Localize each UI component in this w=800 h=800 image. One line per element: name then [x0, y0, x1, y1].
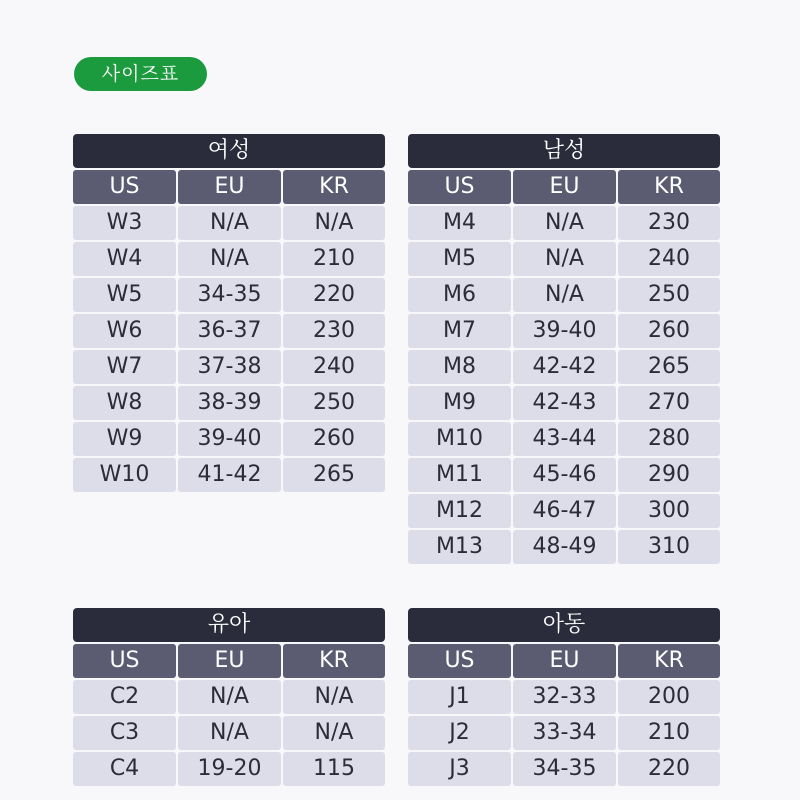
table-cell: N/A [513, 242, 616, 276]
column-header: EU [178, 644, 281, 678]
table-row [408, 494, 720, 528]
table-row [408, 680, 720, 714]
table-cell: 290 [618, 458, 720, 492]
table-cell: 36-37 [178, 314, 281, 348]
table-row [408, 314, 720, 348]
column-header: KR [618, 644, 720, 678]
table-row [408, 278, 720, 312]
header-row [408, 644, 720, 678]
table-cell: 250 [283, 386, 385, 420]
column-header: US [408, 170, 511, 204]
table-cell: M4 [408, 206, 511, 240]
table-cell: M8 [408, 350, 511, 384]
table-cell: W10 [73, 458, 176, 492]
size-table-toddler [73, 608, 385, 788]
table-cell: M9 [408, 386, 511, 420]
table-title: 남성 [408, 134, 720, 168]
table-cell: 43-44 [513, 422, 616, 456]
table-cell: W9 [73, 422, 176, 456]
column-header: KR [283, 644, 385, 678]
table-cell: N/A [178, 716, 281, 750]
table-title: 아동 [408, 608, 720, 642]
table-row [73, 242, 385, 276]
table-cell: 38-39 [178, 386, 281, 420]
table-row [73, 716, 385, 750]
size-table-women [73, 134, 385, 494]
table-cell: 280 [618, 422, 720, 456]
table-cell: 39-40 [513, 314, 616, 348]
table-cell: W5 [73, 278, 176, 312]
column-header: EU [513, 170, 616, 204]
table-cell: W8 [73, 386, 176, 420]
table-cell: J1 [408, 680, 511, 714]
table-cell: 37-38 [178, 350, 281, 384]
table-cell: 34-35 [513, 752, 616, 786]
table-cell: W3 [73, 206, 176, 240]
table-cell: 310 [618, 530, 720, 564]
table-cell: 220 [283, 278, 385, 312]
table-cell: M11 [408, 458, 511, 492]
table-cell: M5 [408, 242, 511, 276]
table-row [408, 458, 720, 492]
table-row [73, 386, 385, 420]
table-cell: 260 [618, 314, 720, 348]
table-cell: 46-47 [513, 494, 616, 528]
table-cell: 200 [618, 680, 720, 714]
header-row [73, 170, 385, 204]
table-cell: W7 [73, 350, 176, 384]
table-cell: N/A [283, 680, 385, 714]
table-cell: J2 [408, 716, 511, 750]
table-cell: 115 [283, 752, 385, 786]
column-header: US [408, 644, 511, 678]
table-cell: C4 [73, 752, 176, 786]
table-row [73, 206, 385, 240]
table-cell: M6 [408, 278, 511, 312]
table-row [408, 350, 720, 384]
table-cell: 39-40 [178, 422, 281, 456]
table-cell: M7 [408, 314, 511, 348]
table-cell: 210 [618, 716, 720, 750]
table-cell: 270 [618, 386, 720, 420]
table-cell: 240 [618, 242, 720, 276]
table-cell: M10 [408, 422, 511, 456]
table-title: 여성 [73, 134, 385, 168]
column-header: US [73, 644, 176, 678]
table-cell: 34-35 [178, 278, 281, 312]
table-cell: 41-42 [178, 458, 281, 492]
table-row [73, 680, 385, 714]
table-cell: 33-34 [513, 716, 616, 750]
table-row [408, 716, 720, 750]
table-row [73, 350, 385, 384]
table-cell: N/A [283, 716, 385, 750]
header-row [73, 644, 385, 678]
column-header: US [73, 170, 176, 204]
table-row [73, 278, 385, 312]
table-row [408, 206, 720, 240]
table-row [73, 422, 385, 456]
table-cell: 300 [618, 494, 720, 528]
table-cell: 42-43 [513, 386, 616, 420]
table-row [408, 242, 720, 276]
table-cell: W6 [73, 314, 176, 348]
header-row [408, 170, 720, 204]
table-cell: 19-20 [178, 752, 281, 786]
table-cell: 45-46 [513, 458, 616, 492]
table-cell: N/A [178, 242, 281, 276]
table-cell: N/A [178, 206, 281, 240]
column-header: KR [283, 170, 385, 204]
table-row [73, 314, 385, 348]
size-table-kids [408, 608, 720, 788]
table-cell: N/A [513, 206, 616, 240]
size-chart-badge: 사이즈표 [74, 57, 207, 91]
table-row [73, 752, 385, 786]
column-header: KR [618, 170, 720, 204]
table-cell: C3 [73, 716, 176, 750]
table-row [408, 386, 720, 420]
table-cell: 260 [283, 422, 385, 456]
table-cell: 48-49 [513, 530, 616, 564]
table-cell: 210 [283, 242, 385, 276]
table-cell: 42-42 [513, 350, 616, 384]
table-row [408, 422, 720, 456]
table-title: 유아 [73, 608, 385, 642]
size-table-men [408, 134, 720, 566]
table-cell: 265 [283, 458, 385, 492]
table-cell: W4 [73, 242, 176, 276]
table-row [73, 458, 385, 492]
column-header: EU [513, 644, 616, 678]
table-cell: N/A [513, 278, 616, 312]
table-cell: 32-33 [513, 680, 616, 714]
table-row [408, 530, 720, 564]
table-row [408, 752, 720, 786]
table-cell: 220 [618, 752, 720, 786]
table-cell: 240 [283, 350, 385, 384]
table-cell: 230 [618, 206, 720, 240]
column-header: EU [178, 170, 281, 204]
table-cell: N/A [178, 680, 281, 714]
table-cell: 250 [618, 278, 720, 312]
table-cell: N/A [283, 206, 385, 240]
table-cell: J3 [408, 752, 511, 786]
table-cell: 230 [283, 314, 385, 348]
table-cell: C2 [73, 680, 176, 714]
table-cell: M13 [408, 530, 511, 564]
table-cell: M12 [408, 494, 511, 528]
table-cell: 265 [618, 350, 720, 384]
